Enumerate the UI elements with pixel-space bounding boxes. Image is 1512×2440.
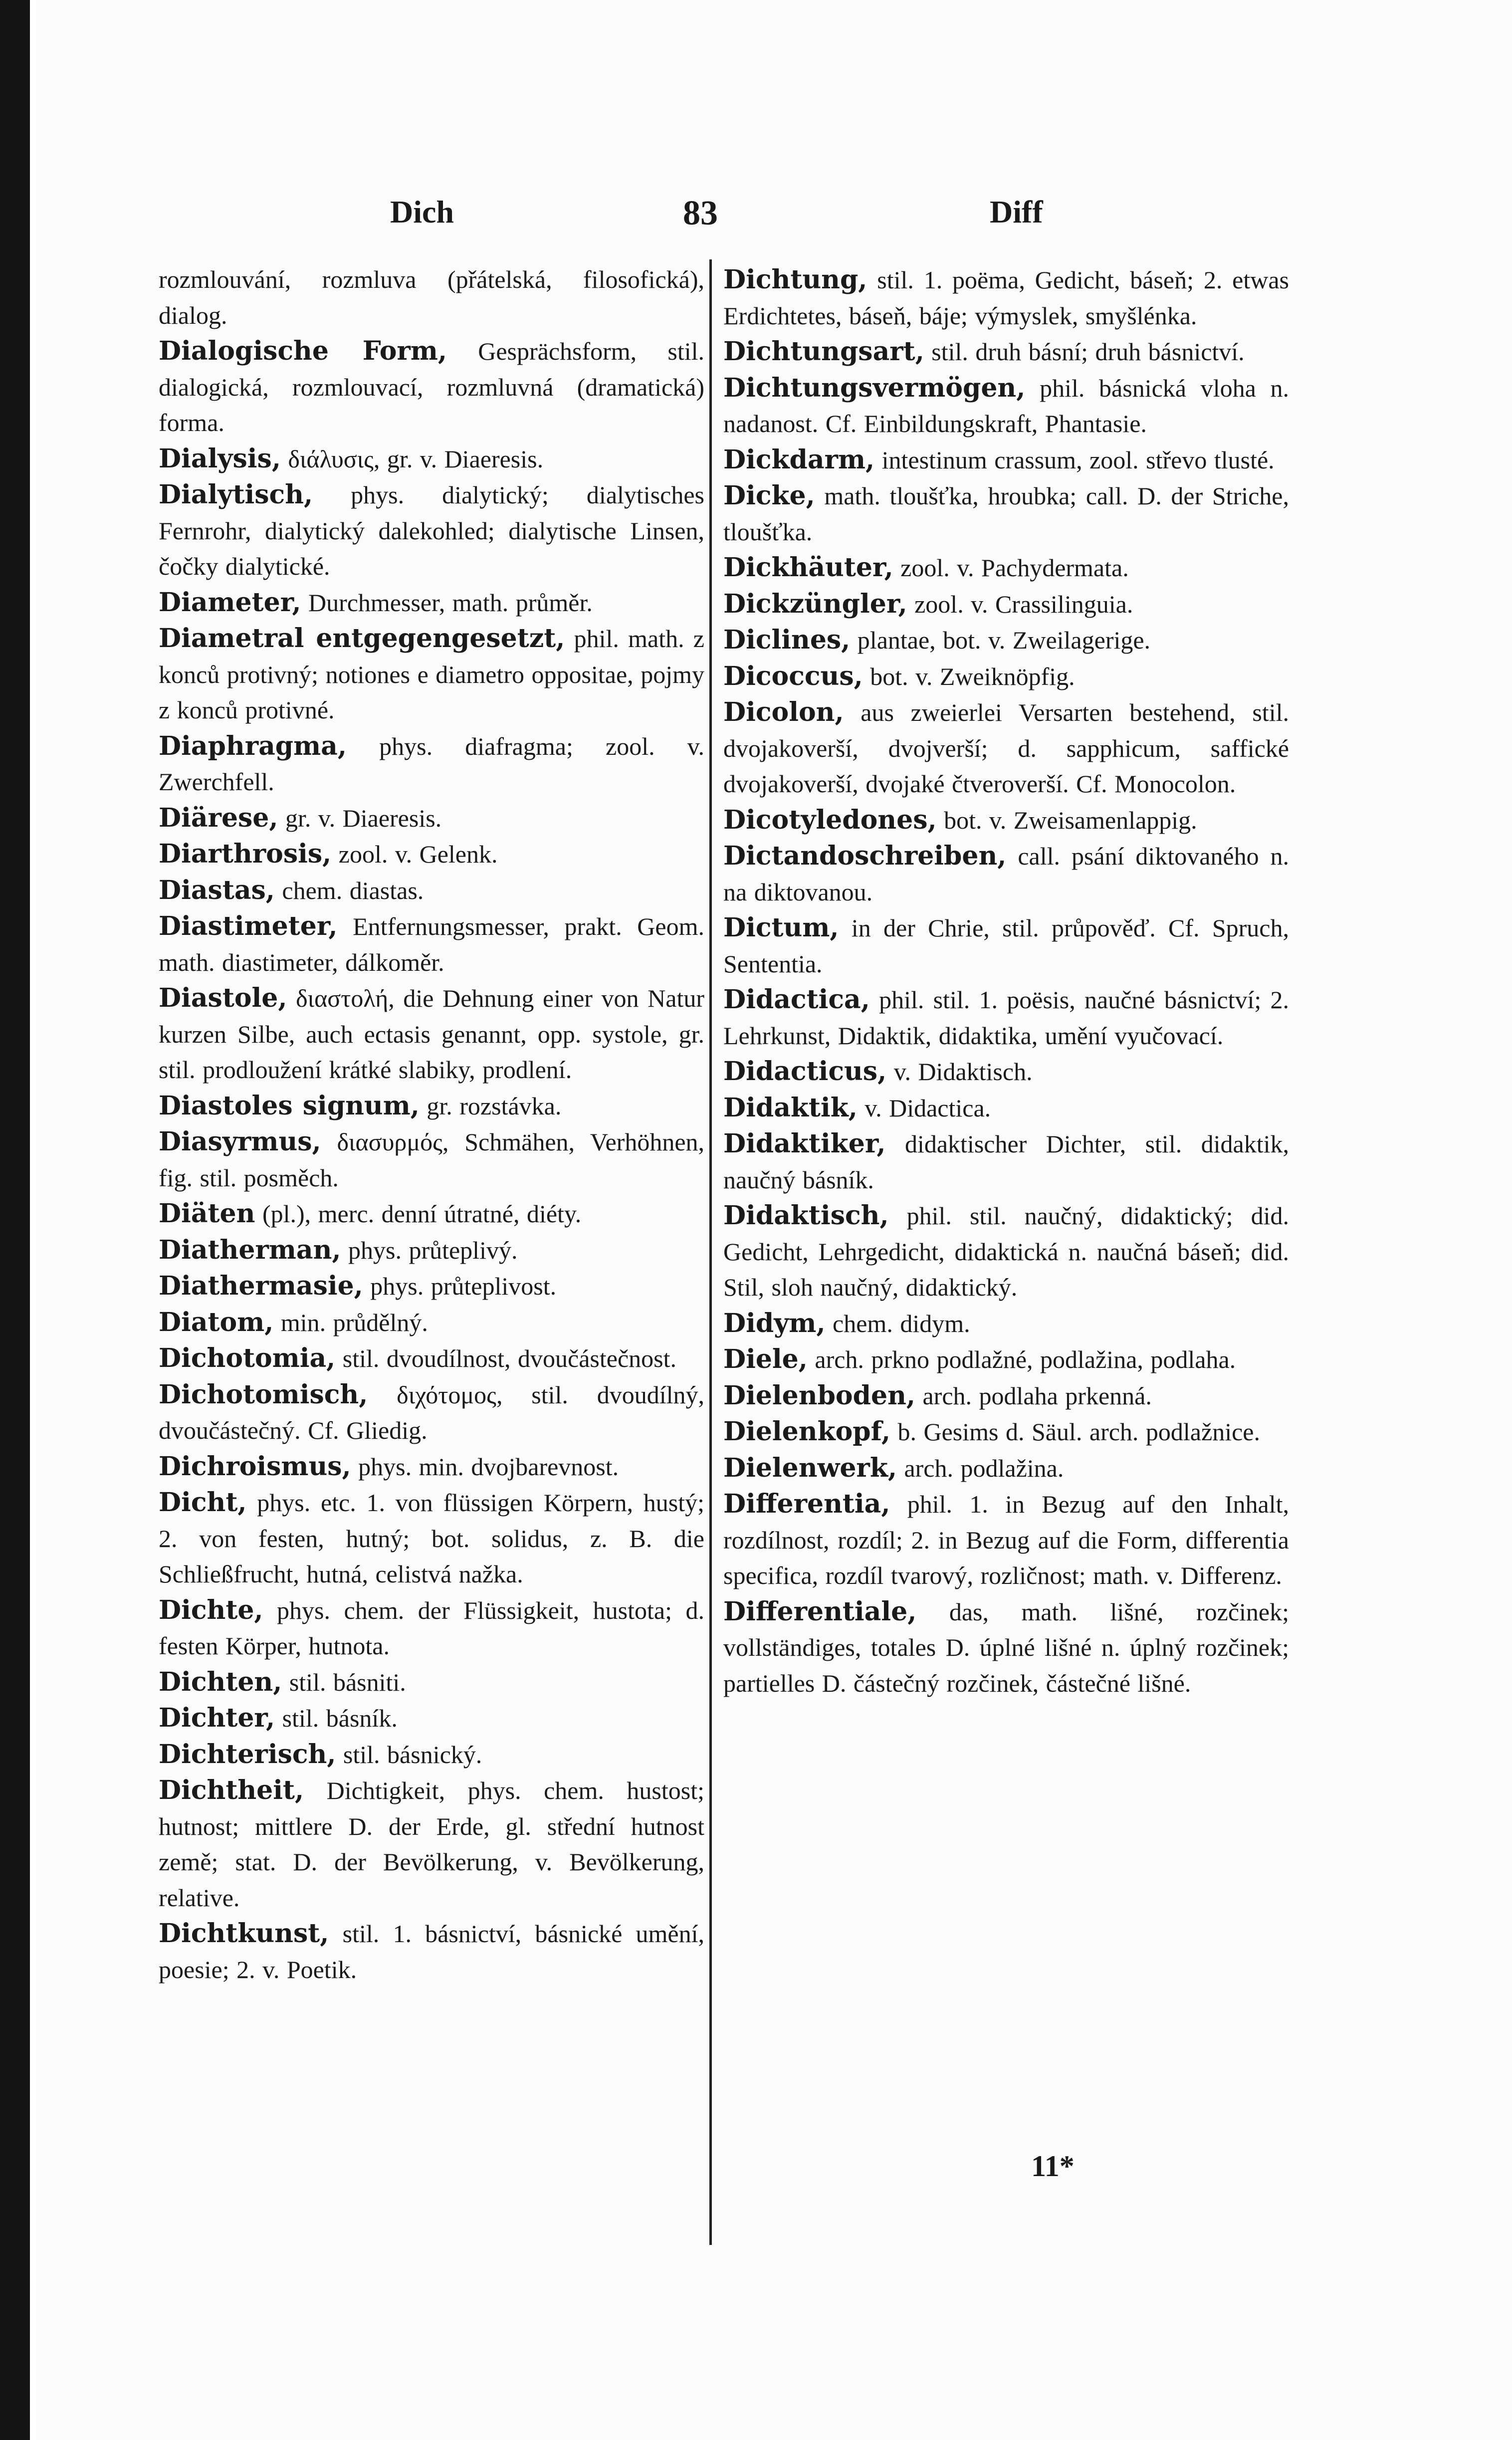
entry-definition: rozmlouvání, rozmluva (přátelská, filosofická), dialog.	[159, 265, 704, 329]
dictionary-entry	[159, 441, 704, 477]
dictionary-entry	[723, 334, 1289, 370]
entry-headword: Diärese,	[159, 802, 278, 833]
entry-headword: Dichotomia,	[159, 1343, 336, 1373]
entry-headword: Dielenkopf,	[723, 1416, 890, 1447]
entry-definition: stil. básniti.	[289, 1668, 406, 1696]
dictionary-entry	[723, 910, 1289, 982]
entry-headword: Diastole,	[159, 983, 287, 1013]
dictionary-entry	[159, 1737, 704, 1773]
dictionary-entry	[723, 659, 1289, 695]
entry-definition: zool. v. Gelenk.	[338, 840, 498, 868]
dictionary-entry	[159, 621, 704, 728]
entry-definition: phys. diafragma; zool. v. Zwerchfell.	[159, 732, 704, 796]
entry-definition: arch. podlaha prkenná.	[922, 1381, 1152, 1410]
entry-definition: didaktischer Dichter, stil. didaktik, naučný básník.	[723, 1130, 1289, 1194]
dictionary-entry	[723, 586, 1289, 623]
entry-definition: Durchmesser, math. průměr.	[308, 588, 593, 617]
entry-headword: Dichroismus,	[159, 1451, 351, 1482]
entry-headword: Dicke,	[723, 480, 815, 511]
entry-headword: Diarthrosis,	[159, 839, 332, 869]
entry-headword: Didaktik,	[723, 1092, 858, 1123]
header-left-guideword: Dich	[390, 194, 454, 229]
entry-headword: Dictandoschreiben,	[723, 841, 1007, 871]
entry-headword: Diclines,	[723, 625, 851, 655]
dictionary-entry	[159, 1196, 704, 1232]
entry-definition: chem. diastas.	[282, 876, 424, 904]
entry-definition: Entfernungsmesser, prakt. Geom. math. diastimeter, dálkoměr.	[159, 912, 704, 976]
entry-definition: phil. math. z konců protivný; notiones e diametro oppositae, pojmy z konců protivné.	[159, 625, 704, 724]
dictionary-entry	[159, 1592, 704, 1664]
entry-definition: διαστολή, die Dehnung einer von Natur kurzen Silbe, auch ectasis genannt, opp. systole, gr. stil. prodloužení krátké slabiky, prodlení.	[159, 984, 704, 1084]
entry-headword: Dialysis,	[159, 443, 281, 474]
dictionary-entry	[723, 1414, 1289, 1450]
dictionary-entry	[159, 908, 704, 980]
dictionary-entry	[159, 585, 704, 621]
entry-definition: phys. min. dvojbarevnost.	[358, 1452, 619, 1481]
entry-definition: bot. v. Zweisamenlappig.	[944, 806, 1197, 834]
entry-headword: Dickzüngler,	[723, 588, 907, 619]
entry-definition: v. Didaktisch.	[893, 1058, 1033, 1086]
entry-definition: arch. prkno podlažné, podlažina, podlaha.	[815, 1345, 1236, 1373]
dictionary-entry	[723, 1306, 1289, 1342]
dictionary-entry	[159, 800, 704, 837]
column-divider	[709, 259, 712, 2245]
entry-definition: Gesprächsform, stil. dialogická, rozmlouvací, rozmluvná (dramatická) forma.	[159, 337, 704, 437]
dictionary-entry	[159, 1485, 704, 1592]
entry-definition: arch. podlažina.	[904, 1454, 1064, 1482]
entry-definition: gr. rozstávka.	[427, 1092, 562, 1120]
entry-headword: Diatom,	[159, 1307, 274, 1337]
dictionary-entry	[159, 873, 704, 909]
dictionary-entry	[723, 982, 1289, 1054]
entry-definition: zool. v. Pachydermata.	[900, 554, 1129, 582]
entry-headword: Dichtung,	[723, 264, 867, 295]
dictionary-entry	[723, 1341, 1289, 1378]
entry-definition: phys. etc. 1. von flüssigen Körpern, hustý; 2. von festen, hutný; bot. solidus, z. B. die Schließfrucht, hutná, celistvá nažka.	[159, 1489, 704, 1588]
entry-headword: Dickhäuter,	[723, 552, 893, 583]
entry-headword: Diathermasie,	[159, 1271, 363, 1301]
header-right-guideword: Diff	[990, 194, 1043, 229]
dictionary-entry	[159, 836, 704, 873]
entry-definition: zool. v. Crassilinguia.	[914, 590, 1133, 618]
entry-headword: Dicht,	[159, 1487, 247, 1518]
entry-definition: διχότομος, stil. dvoudílný, dvoučástečný. Cf. Gliedig.	[159, 1380, 704, 1444]
dictionary-page	[36, 0, 1512, 2440]
entry-headword: Diäten	[159, 1198, 255, 1229]
entry-headword: Dichterisch,	[159, 1739, 336, 1770]
dictionary-entry	[159, 477, 704, 585]
entry-definition: bot. v. Zweiknöpfig.	[870, 662, 1075, 690]
dictionary-entry	[723, 442, 1289, 478]
entry-headword: Didactica,	[723, 984, 870, 1015]
dictionary-entry	[723, 262, 1289, 334]
dictionary-entry	[723, 550, 1289, 586]
dictionary-entry	[159, 1124, 704, 1196]
entry-headword: Dickdarm,	[723, 444, 875, 475]
entry-definition: das, math. lišné, rozčinek; vollständiges, totales D. úplné lišné n. úplný rozčinek; partielles D. částečný rozčinek, částečné lišné.	[723, 1597, 1289, 1697]
dictionary-entry	[159, 728, 704, 800]
entry-definition: stil. básník.	[282, 1704, 398, 1732]
dictionary-entry	[159, 1340, 704, 1377]
dictionary-entry	[723, 1126, 1289, 1198]
dictionary-entry	[159, 262, 704, 333]
entry-definition: phys. dialytický; dialytisches Fernrohr, dialytický dalekohled; dialytische Linsen, čočky dialytické.	[159, 481, 704, 580]
left-column	[159, 262, 704, 2272]
entry-definition: in der Chrie, stil. průpověď. Cf. Spruch, Sententia.	[723, 914, 1289, 978]
entry-definition: chem. didym.	[833, 1309, 970, 1337]
dictionary-entry	[159, 1305, 704, 1341]
dictionary-entry	[723, 1594, 1289, 1702]
entry-definition: phil. 1. in Bezug auf den Inhalt, rozdílnost, rozdíl; 2. in Bezug auf die Form, differentia specifica, rozdíl tvarový, rozličnost; math. v. Differenz.	[723, 1490, 1289, 1589]
entry-definition: plantae, bot. v. Zweilagerige.	[857, 626, 1151, 654]
entry-definition: phys. průteplivý.	[348, 1236, 518, 1264]
dictionary-entry	[159, 1449, 704, 1485]
entry-definition: min. průdělný.	[280, 1308, 428, 1336]
dictionary-entry	[159, 1664, 704, 1701]
entry-headword: Dielenboden,	[723, 1380, 915, 1411]
entry-headword: Dichotomisch,	[159, 1379, 368, 1410]
entry-headword: Dichtkunst,	[159, 1918, 329, 1949]
entry-headword: Didacticus,	[723, 1056, 887, 1087]
entry-headword: Dicoccus,	[723, 661, 863, 691]
entry-headword: Dialogische Form,	[159, 336, 447, 366]
entry-definition: stil. 1. básnictví, básnické umění, poesie; 2. v. Poetik.	[159, 1920, 704, 1984]
entry-headword: Diameter,	[159, 587, 301, 618]
dictionary-entry	[723, 1198, 1289, 1306]
dictionary-entry	[159, 1088, 704, 1124]
dictionary-entry	[723, 1054, 1289, 1090]
dictionary-entry	[723, 1486, 1289, 1594]
dictionary-entry	[723, 838, 1289, 910]
entry-definition: stil. dvoudílnost, dvoučástečnost.	[342, 1344, 677, 1372]
entry-headword: Dichten,	[159, 1666, 282, 1697]
entry-headword: Diaphragma,	[159, 730, 347, 761]
dictionary-entry	[723, 1378, 1289, 1414]
dictionary-entry	[159, 1773, 704, 1916]
entry-definition: aus zweierlei Versarten bestehend, stil. dvojakoverší, dvojverší; d. sapphicum, saffické dvojakoverší, dvojaké čtveroverší. Cf. Monocolon.	[723, 698, 1289, 798]
running-header	[136, 194, 1483, 248]
signature-mark: 11*	[1031, 2150, 1075, 2183]
dictionary-entry	[723, 694, 1289, 802]
entry-definition: phys. chem. der Flüssigkeit, hustota; d. festen Körper, hutnota.	[159, 1596, 704, 1660]
entry-definition: διασυρμός, Schmähen, Verhöhnen, fig. stil. posměch.	[159, 1128, 704, 1192]
dictionary-entry	[159, 1377, 704, 1449]
entry-definition: (pl.), merc. denní útratné, diéty.	[262, 1200, 582, 1228]
entry-definition: v. Didactica.	[864, 1094, 991, 1122]
entry-headword: Dichtheit,	[159, 1775, 304, 1805]
dictionary-entry	[723, 802, 1289, 839]
dictionary-entry	[723, 370, 1289, 442]
entry-definition: math. tloušťka, hroubka; call. D. der Striche, tloušťka.	[723, 482, 1289, 546]
entry-definition: phil. stil. 1. poësis, naučné básnictví; 2. Lehrkunst, Didaktik, didaktika, umění vyučovací.	[723, 986, 1289, 1050]
entry-definition: διάλυσις, gr. v. Diaeresis.	[288, 444, 544, 473]
entry-headword: Dictum,	[723, 912, 839, 943]
entry-headword: Dichtungsvermögen,	[723, 372, 1026, 403]
entry-headword: Dichtungsart,	[723, 336, 924, 367]
right-column	[723, 262, 1289, 2272]
entry-headword: Dichte,	[159, 1594, 263, 1625]
entry-headword: Diele,	[723, 1344, 808, 1374]
dictionary-entry	[159, 980, 704, 1088]
entry-headword: Diastoles signum,	[159, 1090, 420, 1121]
entry-definition: Dichtigkeit, phys. chem. hustost; hutnost; mittlere D. der Erde, gl. střední hutnost země; stat. D. der Bevölkerung, v. Bevölkerung, relative.	[159, 1776, 704, 1912]
entry-headword: Diastimeter,	[159, 911, 338, 941]
entry-headword: Diastas,	[159, 875, 275, 905]
entry-definition: stil. druh básní; druh básnictví.	[931, 338, 1245, 366]
entry-headword: Didaktisch,	[723, 1200, 889, 1231]
dictionary-entry	[159, 1232, 704, 1269]
entry-definition: phil. básnická vloha n. nadanost. Cf. Einbildungskraft, Phantasie.	[723, 374, 1289, 438]
entry-headword: Dialytisch,	[159, 479, 313, 510]
entry-headword: Diatherman,	[159, 1234, 341, 1265]
entry-headword: Dicolon,	[723, 697, 844, 727]
entry-headword: Dielenwerk,	[723, 1452, 897, 1483]
dictionary-entry	[723, 478, 1289, 550]
entry-headword: Dichter,	[159, 1703, 275, 1733]
entry-definition: b. Gesims d. Säul. arch. podlažnice.	[897, 1418, 1260, 1446]
dictionary-entry	[723, 1450, 1289, 1487]
entry-definition: call. psání diktovaného n. na diktovanou.	[723, 842, 1289, 906]
entry-headword: Diametral entgegengesetzt,	[159, 623, 565, 654]
dictionary-entry	[159, 333, 704, 441]
entry-headword: Dicotyledones,	[723, 804, 937, 835]
entry-definition: phil. stil. naučný, didaktický; did. Gedicht, Lehrgedicht, didaktická n. naučná báseň; did. Stil, sloh naučný, didaktický.	[723, 1202, 1289, 1301]
entry-definition: stil. básnický.	[343, 1740, 482, 1769]
book-spine-edge	[0, 0, 30, 2440]
entry-definition: gr. v. Diaeresis.	[285, 804, 442, 832]
dictionary-entry	[723, 1090, 1289, 1126]
entry-definition: phys. průteplivost.	[370, 1272, 557, 1300]
entry-headword: Diasyrmus,	[159, 1126, 321, 1157]
dictionary-entry	[159, 1700, 704, 1737]
entry-definition: stil. 1. poëma, Gedicht, báseň; 2. etwas Erdichtetes, báseň, báje; výmyslek, smyšlénka.	[723, 266, 1289, 330]
dictionary-entry	[159, 1916, 704, 1988]
dictionary-entry	[723, 622, 1289, 659]
entry-headword: Differentia,	[723, 1489, 890, 1519]
entry-definition: intestinum crassum, zool. střevo tlusté.	[881, 445, 1275, 474]
entry-headword: Didym,	[723, 1308, 826, 1338]
page-number: 83	[683, 194, 718, 232]
entry-headword: Differentiale,	[723, 1596, 917, 1627]
dictionary-entry	[159, 1268, 704, 1305]
entry-headword: Didaktiker,	[723, 1128, 886, 1159]
